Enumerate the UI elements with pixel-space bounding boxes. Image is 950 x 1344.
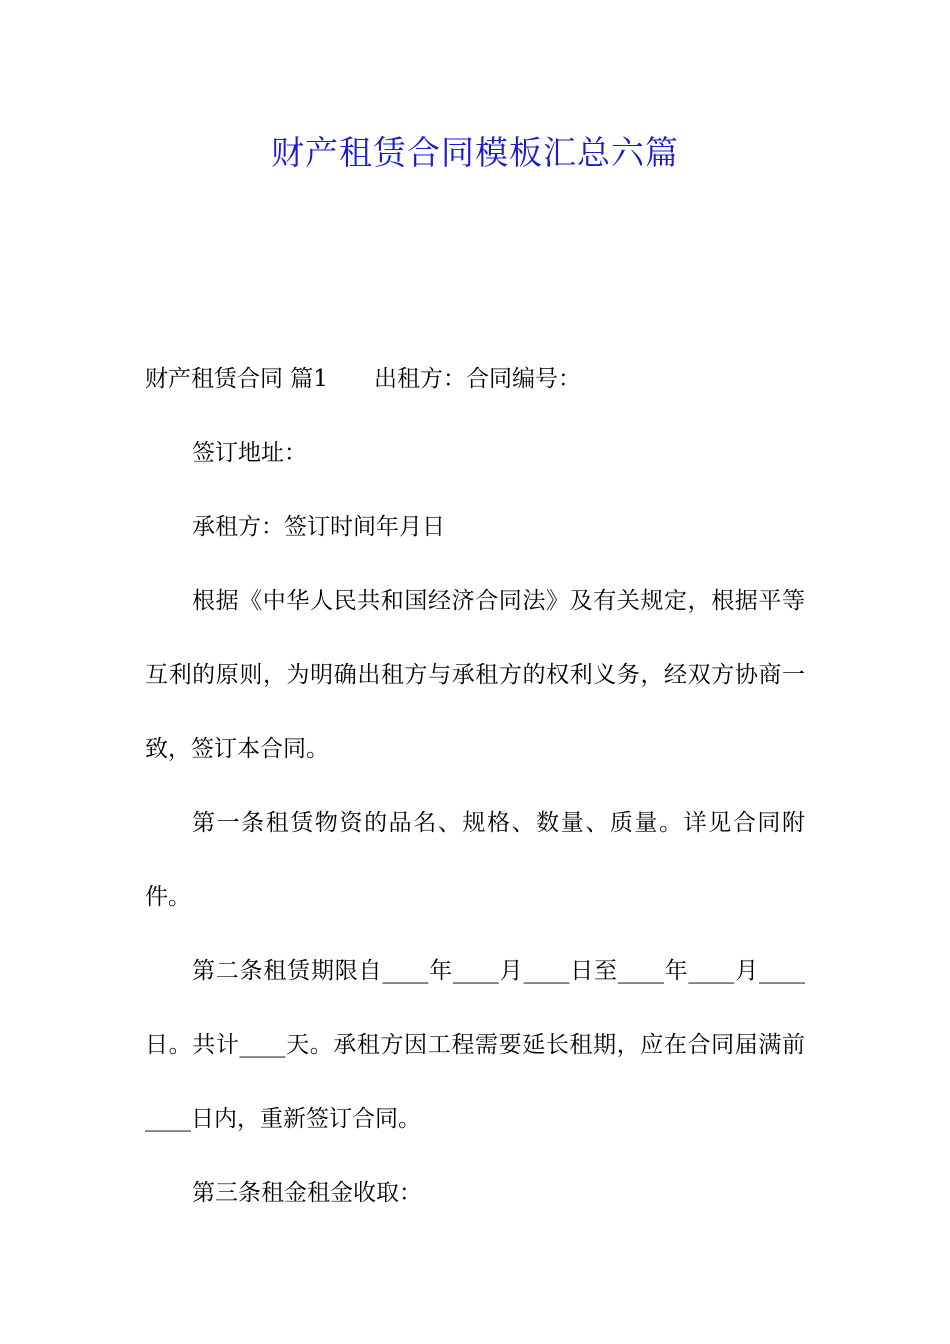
signing-address-line: 签订地址： [192,440,307,466]
contract-header-line [145,342,805,416]
lessee-signing-time-line: 承租方：签订时间年月日 [192,514,445,540]
contract-section-label: 财产租赁合同 篇1 [145,366,328,392]
article-1-paragraph: 第一条租赁物资的品名、规格、数量、质量。详见合同附件。 [145,810,805,910]
document-title: 财产租赁合同模板汇总六篇 [271,133,679,172]
document-body [145,342,805,1230]
lessor-contract-number: 出租方：合同编号： [373,366,581,392]
article-3-paragraph: 第三条租金租金收取： [192,1180,422,1206]
preamble-paragraph: 根据《中华人民共和国经济合同法》及有关规定，根据平等互利的原则，为明确出租方与承租方的权利义务，经双方协商一致，签订本合同。 [145,588,805,762]
article-2-paragraph: 第二条租赁期限自____年____月____日至____年____月____日。共计____天。承租方因工程需要延长租期，应在合同届满前____日内，重新签订合同。 [145,958,805,1132]
